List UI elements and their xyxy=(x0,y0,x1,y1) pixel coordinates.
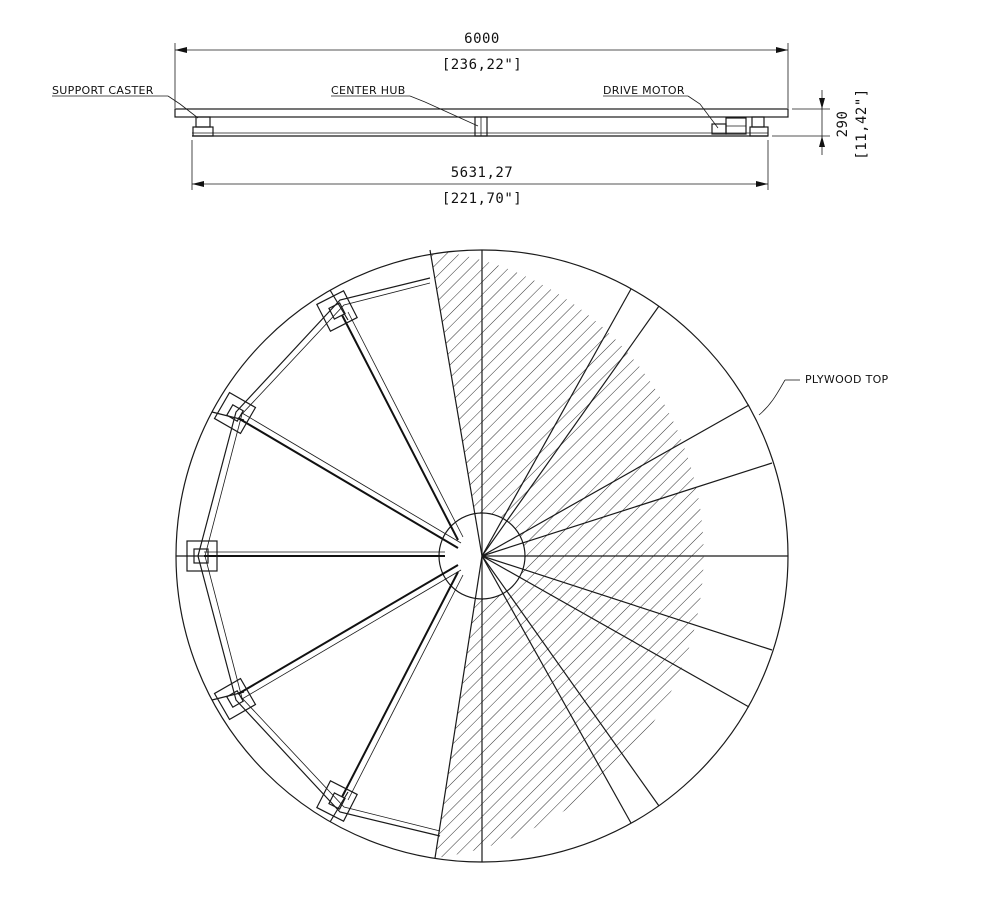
height-dimension xyxy=(772,88,870,159)
drive-motor-label: DRIVE MOTOR xyxy=(603,84,685,97)
plywood-top-callout xyxy=(759,373,889,415)
overall-width-dimension xyxy=(175,31,788,108)
height-value: 290 xyxy=(835,110,851,138)
caster xyxy=(215,393,256,434)
side-view xyxy=(52,31,870,207)
plywood-top-label: PLYWOOD TOP xyxy=(805,373,889,386)
platform-side-profile xyxy=(175,109,788,136)
caster xyxy=(215,679,256,720)
height-inches: [11,42"] xyxy=(854,88,870,160)
side-view-callouts xyxy=(52,84,718,128)
support-caster-label: SUPPORT CASTER xyxy=(52,84,154,97)
overall-width-value: 6000 xyxy=(464,31,500,47)
base-width-inches: [221,70"] xyxy=(441,191,523,207)
center-hub-label: CENTER HUB xyxy=(331,84,406,97)
overall-width-inches: [236,22"] xyxy=(441,57,523,73)
base-width-dimension xyxy=(192,140,768,207)
frame-spokes xyxy=(204,312,463,800)
top-view xyxy=(176,250,889,862)
base-width-value: 5631,27 xyxy=(450,165,514,181)
